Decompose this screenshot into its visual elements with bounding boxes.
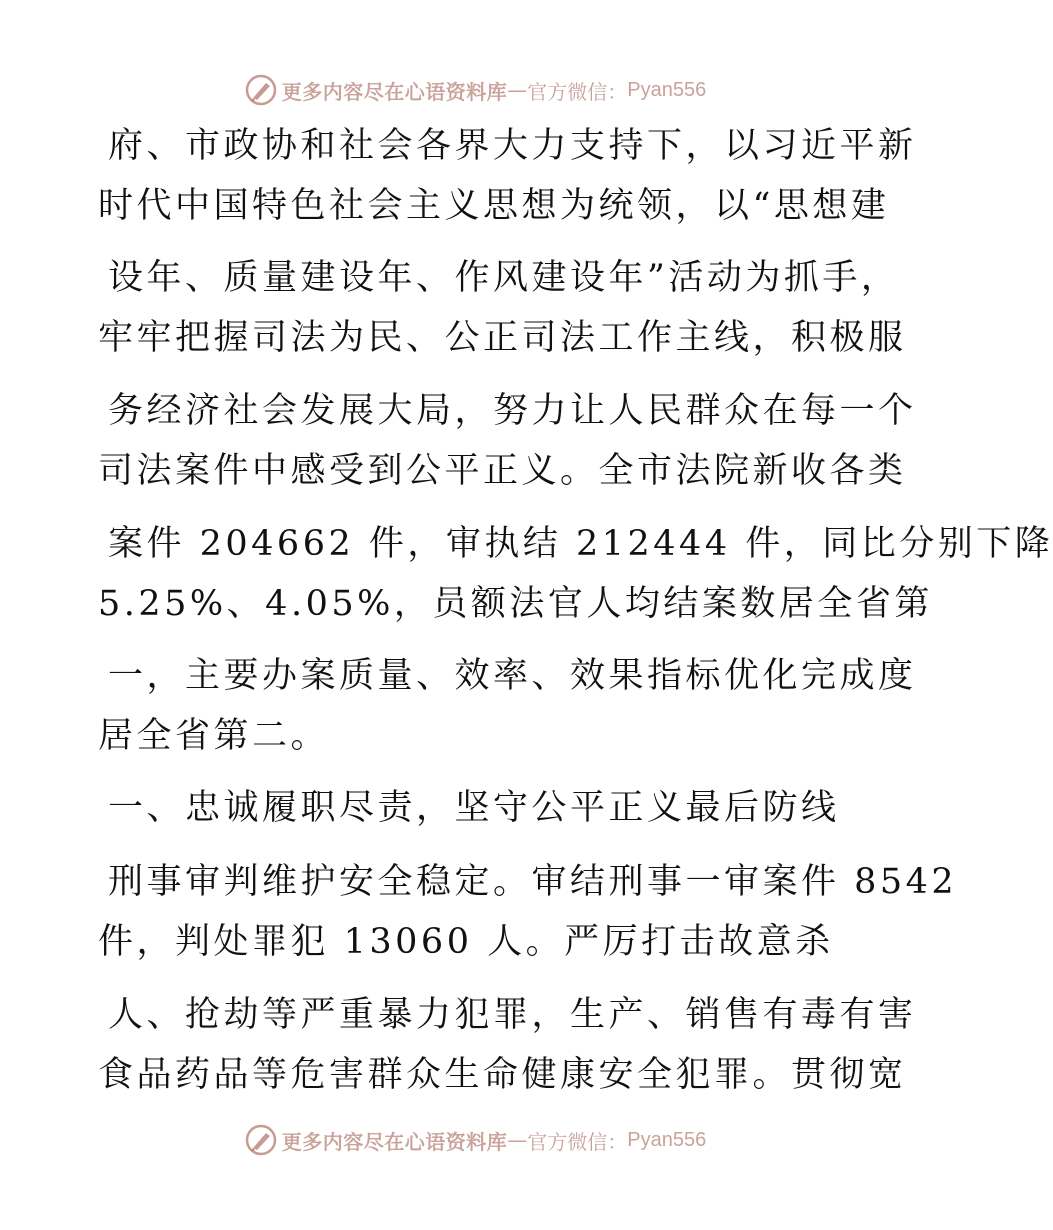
pen-logo-icon — [244, 1123, 278, 1157]
body-line-3: 设年、质量建设年、作风建设年”活动为抓手， — [108, 258, 900, 298]
body-line-6: 司法案件中感受到公平正义。全市法院新收各类 — [98, 451, 907, 491]
banner-wechat-id: Pyan556 — [627, 78, 707, 101]
body-line-13: 件，判处罪犯 13060 人。严厉打击故意杀 — [98, 922, 834, 962]
section-heading: 一、忠诚履职尽责，坚守公平正义最后防线 — [108, 788, 840, 828]
body-line-2: 时代中国特色社会主义思想为统领，以“思想建 — [98, 186, 890, 226]
header-banner — [0, 70, 950, 110]
body-line-14: 人、抢劫等严重暴力犯罪，生产、销售有毒有害 — [108, 995, 917, 1035]
body-line-4: 牢牢把握司法为民、公正司法工作主线，积极服 — [98, 318, 907, 358]
banner-separator: — — [507, 1128, 528, 1152]
footer-banner — [0, 1120, 950, 1160]
banner-brand-text: 更多内容尽在心语资料库 — [281, 1129, 508, 1154]
body-line-1: 府、市政协和社会各界大力支持下，以习近平新 — [108, 126, 917, 166]
body-line-5: 务经济社会发展大局，努力让人民群众在每一个 — [108, 391, 917, 431]
body-line-10: 居全省第二。 — [98, 716, 330, 756]
banner-wechat-id: Pyan556 — [627, 1128, 707, 1151]
body-line-9: 一，主要办案质量、效率、效果指标优化完成度 — [108, 656, 917, 696]
banner-separator: — — [507, 78, 528, 102]
banner-wechat-label: 官方微信： — [527, 79, 628, 104]
body-line-12: 刑事审判维护安全稳定。审结刑事一审案件 8542 — [108, 862, 958, 902]
pen-logo-icon — [244, 73, 278, 107]
body-line-7: 案件 204662 件，审执结 212444 件，同比分别下降 — [108, 524, 1053, 564]
body-line-8: 5.25%、4.05%，员额法官人均结案数居全省第 — [98, 584, 933, 624]
body-line-15: 食品药品等危害群众生命健康安全犯罪。贯彻宽 — [98, 1055, 907, 1095]
banner-brand-text: 更多内容尽在心语资料库 — [281, 79, 508, 104]
banner-wechat-label: 官方微信： — [527, 1129, 628, 1154]
